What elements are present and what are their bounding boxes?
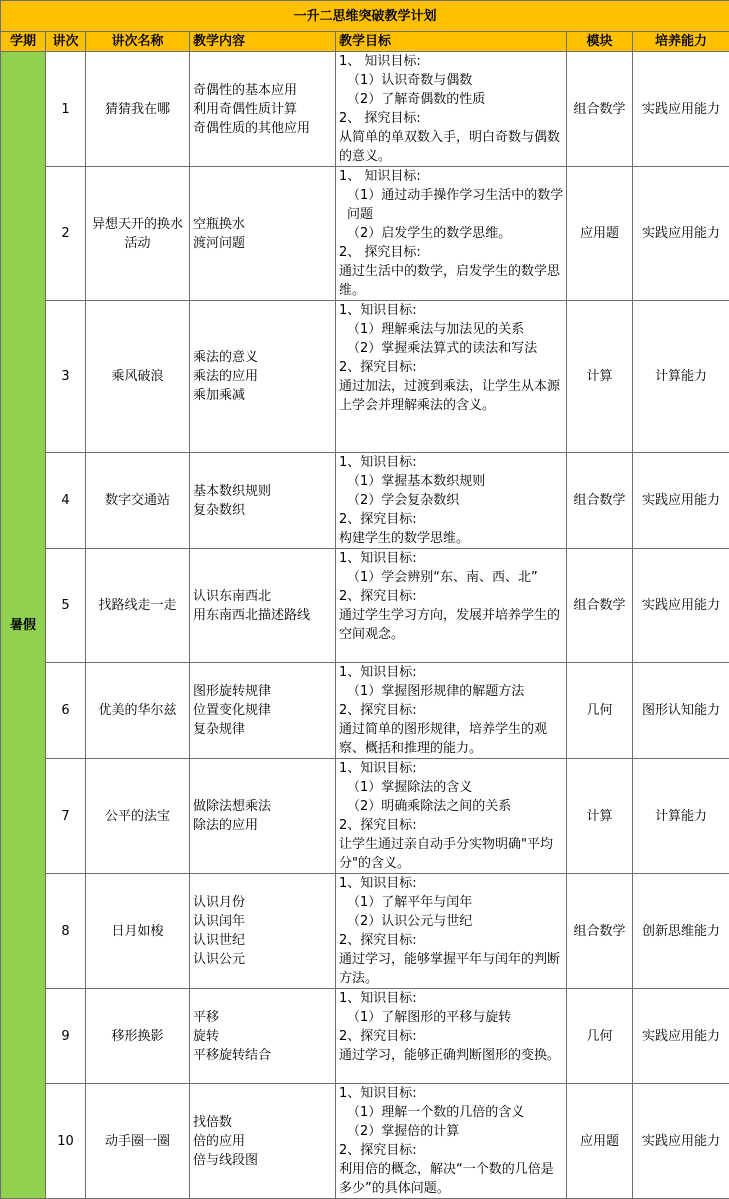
header-content: 教学内容 xyxy=(190,32,336,52)
goal-line: 1、知识目标: xyxy=(339,759,564,778)
goal-line: （1）认识奇数与偶数 xyxy=(339,71,564,90)
goal-line: 1、知识目标: xyxy=(339,874,564,893)
goal-line: （1）掌握基本数织规则 xyxy=(339,472,564,491)
module-cell: 几何 xyxy=(567,663,633,759)
content-line: 利用奇偶性质计算 xyxy=(193,100,335,119)
content-line: 乘加乘减 xyxy=(193,386,335,405)
goal-line: 通过简单的图形规律，培养学生的观察、概括和推理的能力。 xyxy=(339,720,564,758)
goal-line: 构建学生的数学思维。 xyxy=(339,529,564,548)
lesson-number: 4 xyxy=(46,453,86,549)
module-cell: 组合数学 xyxy=(567,453,633,549)
lesson-name: 移形换影 xyxy=(86,989,190,1084)
goal-line: 通过学生学习方向，发展并培养学生的空间观念。 xyxy=(339,606,564,644)
lesson-content xyxy=(190,167,336,301)
table-row xyxy=(1,52,729,167)
table-row xyxy=(1,301,729,453)
ability-cell: 实践应用能力 xyxy=(633,1084,729,1199)
module-cell: 计算 xyxy=(567,759,633,874)
goal-line: （1）理解乘法与加法见的关系 xyxy=(339,320,564,339)
lesson-number: 7 xyxy=(46,759,86,874)
goal-line: 2、探究目标: xyxy=(339,1141,564,1160)
module-cell: 组合数学 xyxy=(567,52,633,167)
header-term: 学期 xyxy=(1,32,46,52)
content-line: 倍与线段图 xyxy=(193,1151,335,1170)
lesson-goals xyxy=(336,759,567,874)
lesson-number: 10 xyxy=(46,1084,86,1199)
content-line: 倍的应用 xyxy=(193,1132,335,1151)
lesson-content xyxy=(190,874,336,989)
content-line: 基本数织规则 xyxy=(193,482,335,501)
lesson-number: 3 xyxy=(46,301,86,453)
goal-line: 1、知识目标: xyxy=(339,549,564,568)
lesson-content xyxy=(190,1084,336,1199)
goal-line: （2）学会复杂数织 xyxy=(339,491,564,510)
lesson-content xyxy=(190,663,336,759)
goal-line: （1）理解一个数的几倍的含义 xyxy=(339,1103,564,1122)
content-line: 乘法的应用 xyxy=(193,367,335,386)
lesson-content xyxy=(190,453,336,549)
goal-line: 2、探究目标: xyxy=(339,701,564,720)
goal-line: 通过学习，能够正确判断图形的变换。 xyxy=(339,1046,564,1065)
table-row xyxy=(1,549,729,663)
content-line: 奇偶性质的其他应用 xyxy=(193,119,335,138)
goal-line: 1、 知识目标: xyxy=(339,167,564,186)
lesson-name: 数字交通站 xyxy=(86,453,190,549)
content-line: 用东南西北描述路线 xyxy=(193,606,335,625)
goal-line: 2、探究目标: xyxy=(339,358,564,377)
lesson-content xyxy=(190,989,336,1084)
lesson-name: 优美的华尔兹 xyxy=(86,663,190,759)
goal-line: （1）学会辨别“东、南、西、北” xyxy=(339,568,564,587)
lesson-name: 找路线走一走 xyxy=(86,549,190,663)
goal-line: 2、探究目标: xyxy=(339,587,564,606)
goal-line: （1）了解图形的平移与旋转 xyxy=(339,1008,564,1027)
table-row xyxy=(1,874,729,989)
header-module: 模块 xyxy=(567,32,633,52)
goal-line: 让学生通过亲自动手分实物明确"平均分"的含义。 xyxy=(339,835,564,873)
lesson-number: 1 xyxy=(46,52,86,167)
goal-line: 2、探究目标: xyxy=(339,816,564,835)
table-title: 一升二思维突破教学计划 xyxy=(1,1,729,32)
header-goals: 教学目标 xyxy=(336,32,567,52)
lesson-goals xyxy=(336,167,567,301)
goal-line: 2、探究目标: xyxy=(339,931,564,950)
table-row xyxy=(1,167,729,301)
header-lesson-name: 讲次名称 xyxy=(86,32,190,52)
goal-line: 1、知识目标: xyxy=(339,453,564,472)
goal-line: 利用倍的概念，解决“一个数的几倍是多少”的具体问题。 xyxy=(339,1160,564,1198)
ability-cell: 实践应用能力 xyxy=(633,549,729,663)
lesson-content xyxy=(190,759,336,874)
content-line: 认识东南西北 xyxy=(193,587,335,606)
goal-line: 1、知识目标: xyxy=(339,301,564,320)
goal-line: 2、探究目标: xyxy=(339,1027,564,1046)
goal-line: （2）认识公元与世纪 xyxy=(339,912,564,931)
lesson-name: 日月如梭 xyxy=(86,874,190,989)
content-line: 认识世纪 xyxy=(193,931,335,950)
lesson-number: 2 xyxy=(46,167,86,301)
lesson-goals xyxy=(336,663,567,759)
lesson-goals xyxy=(336,989,567,1084)
lesson-content xyxy=(190,549,336,663)
ability-cell: 图形认知能力 xyxy=(633,663,729,759)
content-line: 旋转 xyxy=(193,1027,335,1046)
goal-line: 2、 探究目标: xyxy=(339,109,564,128)
content-line: 做除法想乘法 xyxy=(193,797,335,816)
goal-line: 1、知识目标: xyxy=(339,1084,564,1103)
ability-cell: 实践应用能力 xyxy=(633,989,729,1084)
table-row xyxy=(1,1084,729,1199)
module-cell: 计算 xyxy=(567,301,633,453)
content-line: 乘法的意义 xyxy=(193,348,335,367)
table-row xyxy=(1,663,729,759)
goal-line: 2、 探究目标: xyxy=(339,243,564,262)
ability-cell: 实践应用能力 xyxy=(633,167,729,301)
lesson-name: 猜猜我在哪 xyxy=(86,52,190,167)
goal-line: 从简单的单双数入手，明白奇数与偶数的意义。 xyxy=(339,128,564,166)
goal-line: 通过学习，能够掌握平年与闰年的判断方法。 xyxy=(339,950,564,988)
goal-line: （2）启发学生的数学思维。 xyxy=(339,224,564,243)
lesson-goals xyxy=(336,549,567,663)
module-cell: 组合数学 xyxy=(567,549,633,663)
content-line: 复杂数织 xyxy=(193,501,335,520)
header-ability: 培养能力 xyxy=(633,32,729,52)
lesson-goals xyxy=(336,52,567,167)
ability-cell: 计算能力 xyxy=(633,301,729,453)
goal-line: （2）掌握倍的计算 xyxy=(339,1122,564,1141)
goal-line: （1）掌握图形规律的解题方法 xyxy=(339,682,564,701)
lesson-number: 9 xyxy=(46,989,86,1084)
content-line: 认识闰年 xyxy=(193,912,335,931)
header-lesson-number: 讲次 xyxy=(46,32,86,52)
content-line: 认识月份 xyxy=(193,893,335,912)
lesson-goals xyxy=(336,453,567,549)
lesson-goals xyxy=(336,301,567,453)
ability-cell: 创新思维能力 xyxy=(633,874,729,989)
lesson-content xyxy=(190,52,336,167)
content-line: 除法的应用 xyxy=(193,816,335,835)
content-line: 平移 xyxy=(193,1008,335,1027)
lesson-goals xyxy=(336,1084,567,1199)
content-line: 空瓶换水 xyxy=(193,215,335,234)
goal-line: （2）掌握乘法算式的读法和写法 xyxy=(339,339,564,358)
module-cell: 几何 xyxy=(567,989,633,1084)
goal-line: 1、知识目标: xyxy=(339,989,564,1008)
term-cell: 暑假 xyxy=(1,52,46,1199)
lesson-goals xyxy=(336,874,567,989)
lesson-name: 动手圈一圈 xyxy=(86,1084,190,1199)
table-body xyxy=(1,52,729,1199)
goal-line: 2、探究目标: xyxy=(339,510,564,529)
goal-line: （1）通过动手操作学习生活中的数学问题 xyxy=(339,186,564,224)
goal-line: （2）明确乘除法之间的关系 xyxy=(339,797,564,816)
content-line: 奇偶性的基本应用 xyxy=(193,81,335,100)
content-line: 平移旋转结合 xyxy=(193,1046,335,1065)
ability-cell: 实践应用能力 xyxy=(633,52,729,167)
table-row xyxy=(1,989,729,1084)
lesson-number: 8 xyxy=(46,874,86,989)
content-line: 找倍数 xyxy=(193,1113,335,1132)
content-line: 位置变化规律 xyxy=(193,701,335,720)
lesson-name: 公平的法宝 xyxy=(86,759,190,874)
content-line: 复杂规律 xyxy=(193,720,335,739)
ability-cell: 实践应用能力 xyxy=(633,453,729,549)
module-cell: 应用题 xyxy=(567,167,633,301)
table-row xyxy=(1,759,729,874)
goal-line: （2）了解奇偶数的性质 xyxy=(339,90,564,109)
goal-line: （1）掌握除法的含义 xyxy=(339,778,564,797)
lesson-number: 5 xyxy=(46,549,86,663)
goal-line: 1、知识目标: xyxy=(339,663,564,682)
goal-line: 通过生活中的数学，启发学生的数学思维。 xyxy=(339,262,564,300)
module-cell: 组合数学 xyxy=(567,874,633,989)
lesson-content xyxy=(190,301,336,453)
goal-line: 通过加法，过渡到乘法，让学生从本源上学会并理解乘法的含义。 xyxy=(339,377,564,415)
lesson-name: 异想天开的换水活动 xyxy=(86,167,190,301)
lesson-name: 乘风破浪 xyxy=(86,301,190,453)
content-line: 图形旋转规律 xyxy=(193,682,335,701)
ability-cell: 计算能力 xyxy=(633,759,729,874)
table-row xyxy=(1,453,729,549)
module-cell: 应用题 xyxy=(567,1084,633,1199)
goal-line: （1）了解平年与闰年 xyxy=(339,893,564,912)
content-line: 渡河问题 xyxy=(193,234,335,253)
goal-line: 1、 知识目标: xyxy=(339,52,564,71)
lesson-number: 6 xyxy=(46,663,86,759)
content-line: 认识公元 xyxy=(193,950,335,969)
